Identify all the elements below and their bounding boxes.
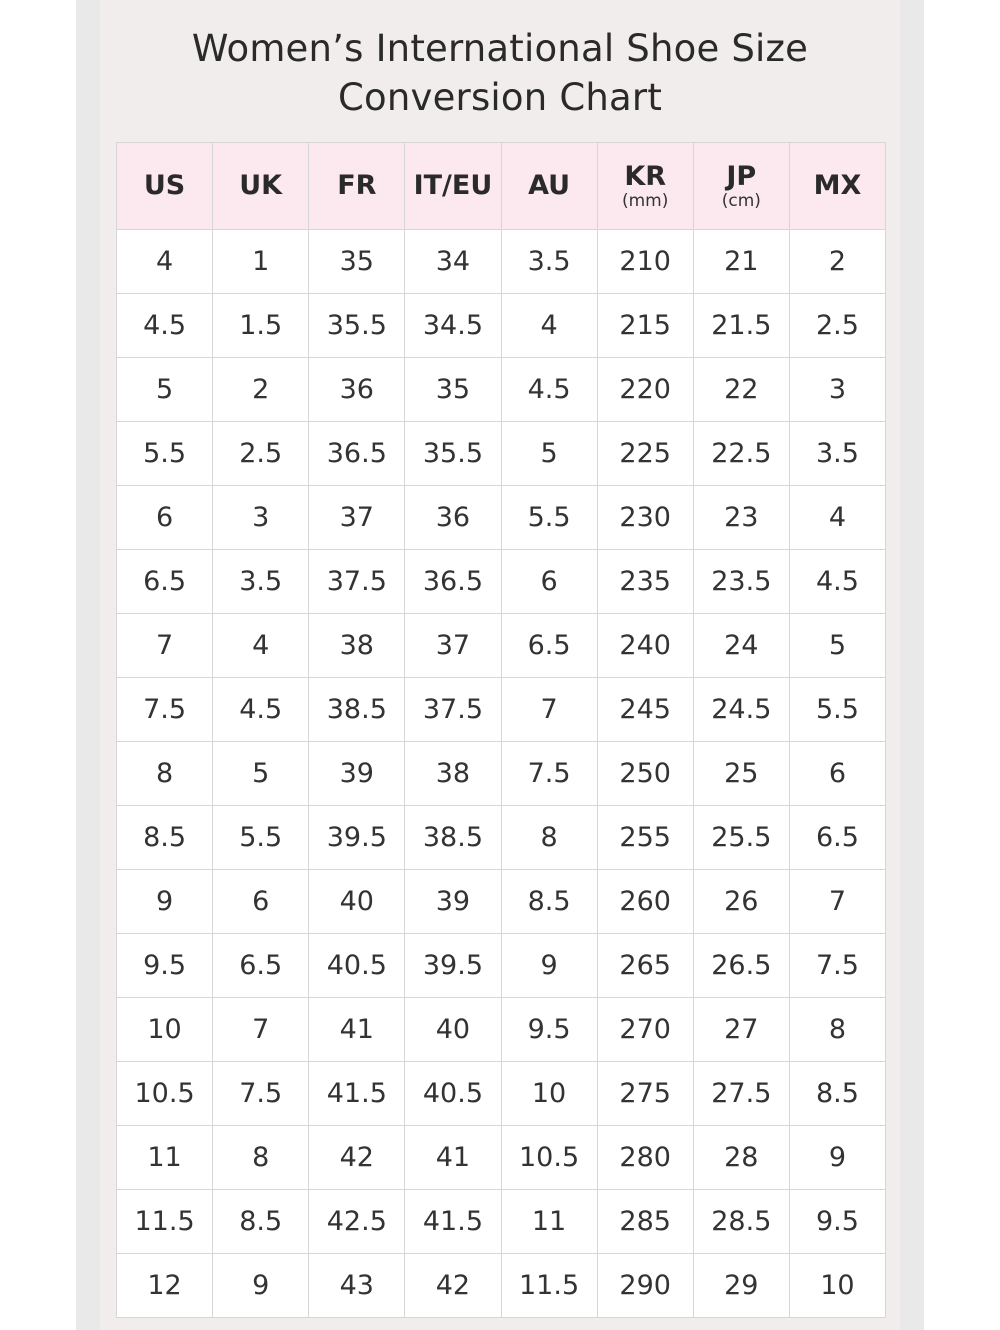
table-cell: 35 — [405, 358, 501, 422]
column-header-unit: (cm) — [721, 191, 761, 211]
table-cell: 9.5 — [789, 1190, 885, 1254]
table-cell: 24 — [693, 614, 789, 678]
table-cell: 9.5 — [501, 998, 597, 1062]
table-row — [117, 230, 886, 294]
table-cell: 240 — [597, 614, 693, 678]
table-cell: 5 — [117, 358, 213, 422]
table-cell: 225 — [597, 422, 693, 486]
table-row — [117, 550, 886, 614]
table-cell: 22.5 — [693, 422, 789, 486]
table-cell: 5.5 — [213, 806, 309, 870]
table-cell: 39 — [405, 870, 501, 934]
table-cell: 260 — [597, 870, 693, 934]
column-header-label: IT/EU — [413, 170, 493, 201]
table-cell: 7 — [213, 998, 309, 1062]
table-cell: 36.5 — [405, 550, 501, 614]
table-cell: 235 — [597, 550, 693, 614]
table-header-row — [117, 143, 886, 230]
table-cell: 41 — [405, 1126, 501, 1190]
table-cell: 4 — [501, 294, 597, 358]
table-cell: 38.5 — [405, 806, 501, 870]
table-cell: 34.5 — [405, 294, 501, 358]
table-cell: 4.5 — [501, 358, 597, 422]
table-cell: 1 — [213, 230, 309, 294]
table-cell: 245 — [597, 678, 693, 742]
table-cell: 29 — [693, 1254, 789, 1318]
table-cell: 1.5 — [213, 294, 309, 358]
table-cell: 27.5 — [693, 1062, 789, 1126]
table-cell: 265 — [597, 934, 693, 998]
table-cell: 36 — [309, 358, 405, 422]
table-cell: 6 — [213, 870, 309, 934]
column-header-label: UK — [239, 170, 283, 201]
table-cell: 5 — [213, 742, 309, 806]
table-cell: 3 — [789, 358, 885, 422]
table-cell: 11 — [117, 1126, 213, 1190]
table-cell: 4 — [789, 486, 885, 550]
column-header-unit: (mm) — [621, 191, 669, 211]
table-cell: 7 — [789, 870, 885, 934]
table-cell: 2 — [789, 230, 885, 294]
chart-title-line-2: Conversion Chart — [337, 76, 663, 119]
table-cell: 10.5 — [501, 1126, 597, 1190]
chart-title — [100, 24, 900, 122]
table-cell: 42 — [309, 1126, 405, 1190]
table-cell: 3.5 — [789, 422, 885, 486]
table-cell: 7 — [117, 614, 213, 678]
table-cell: 6.5 — [501, 614, 597, 678]
table-cell: 280 — [597, 1126, 693, 1190]
table-cell: 41.5 — [405, 1190, 501, 1254]
table-cell: 5.5 — [117, 422, 213, 486]
table-cell: 28.5 — [693, 1190, 789, 1254]
table-row — [117, 486, 886, 550]
table-cell: 35 — [309, 230, 405, 294]
table-cell: 25.5 — [693, 806, 789, 870]
table-row — [117, 358, 886, 422]
table-cell: 6 — [501, 550, 597, 614]
table-cell: 6.5 — [789, 806, 885, 870]
table-cell: 40 — [405, 998, 501, 1062]
table-cell: 9.5 — [117, 934, 213, 998]
table-cell: 34 — [405, 230, 501, 294]
table-cell: 40 — [309, 870, 405, 934]
table-cell: 7.5 — [501, 742, 597, 806]
table-cell: 2 — [213, 358, 309, 422]
column-header-fr — [309, 143, 405, 230]
table-cell: 11 — [501, 1190, 597, 1254]
table-cell: 7 — [501, 678, 597, 742]
table-cell: 6.5 — [117, 550, 213, 614]
table-row — [117, 1254, 886, 1318]
table-cell: 210 — [597, 230, 693, 294]
table-cell: 38 — [309, 614, 405, 678]
table-cell: 23 — [693, 486, 789, 550]
table-cell: 220 — [597, 358, 693, 422]
table-row — [117, 614, 886, 678]
table-row — [117, 998, 886, 1062]
table-cell: 270 — [597, 998, 693, 1062]
table-cell: 40.5 — [309, 934, 405, 998]
table-cell: 26.5 — [693, 934, 789, 998]
table-cell: 8 — [117, 742, 213, 806]
table-row — [117, 934, 886, 998]
table-cell: 42 — [405, 1254, 501, 1318]
table-cell: 39.5 — [405, 934, 501, 998]
table-row — [117, 742, 886, 806]
table-cell: 9 — [789, 1126, 885, 1190]
column-header-kr — [597, 143, 693, 230]
table-cell: 8.5 — [213, 1190, 309, 1254]
table-cell: 9 — [117, 870, 213, 934]
table-cell: 23.5 — [693, 550, 789, 614]
table-cell: 5 — [789, 614, 885, 678]
table-cell: 3.5 — [213, 550, 309, 614]
column-header-label: JP — [726, 161, 757, 192]
table-row — [117, 1126, 886, 1190]
table-cell: 255 — [597, 806, 693, 870]
table-cell: 4 — [117, 230, 213, 294]
table-cell: 10 — [789, 1254, 885, 1318]
table-cell: 37.5 — [309, 550, 405, 614]
table-cell: 41 — [309, 998, 405, 1062]
table-cell: 250 — [597, 742, 693, 806]
table-cell: 37.5 — [405, 678, 501, 742]
table-row — [117, 422, 886, 486]
table-cell: 28 — [693, 1126, 789, 1190]
table-cell: 21.5 — [693, 294, 789, 358]
table-cell: 8.5 — [117, 806, 213, 870]
column-header-mx — [789, 143, 885, 230]
column-header-label: US — [143, 170, 186, 201]
table-cell: 36.5 — [309, 422, 405, 486]
table-cell: 3 — [213, 486, 309, 550]
table-cell: 5 — [501, 422, 597, 486]
table-cell: 27 — [693, 998, 789, 1062]
table-cell: 4.5 — [117, 294, 213, 358]
chart-title-line-1: Women’s International Shoe Size — [191, 27, 809, 70]
table-cell: 8 — [213, 1126, 309, 1190]
table-cell: 215 — [597, 294, 693, 358]
table-row — [117, 678, 886, 742]
table-cell: 290 — [597, 1254, 693, 1318]
table-cell: 38 — [405, 742, 501, 806]
table-row — [117, 294, 886, 358]
table-row — [117, 870, 886, 934]
table-cell: 26 — [693, 870, 789, 934]
table-cell: 275 — [597, 1062, 693, 1126]
table-cell: 6 — [789, 742, 885, 806]
table-cell: 22 — [693, 358, 789, 422]
table-cell: 12 — [117, 1254, 213, 1318]
table-cell: 5.5 — [501, 486, 597, 550]
table-cell: 8 — [501, 806, 597, 870]
table-cell: 21 — [693, 230, 789, 294]
table-cell: 35.5 — [309, 294, 405, 358]
table-row — [117, 806, 886, 870]
table-cell: 6 — [117, 486, 213, 550]
table-cell: 38.5 — [309, 678, 405, 742]
table-cell: 37 — [309, 486, 405, 550]
table-cell: 39.5 — [309, 806, 405, 870]
column-header-it-eu — [405, 143, 501, 230]
size-conversion-table — [116, 142, 886, 1318]
table-cell: 5.5 — [789, 678, 885, 742]
table-cell: 7.5 — [213, 1062, 309, 1126]
column-header-label: AU — [528, 170, 571, 201]
column-header-au — [501, 143, 597, 230]
table-cell: 9 — [501, 934, 597, 998]
table-cell: 40.5 — [405, 1062, 501, 1126]
table-body — [117, 230, 886, 1318]
table-cell: 10 — [501, 1062, 597, 1126]
table-cell: 25 — [693, 742, 789, 806]
column-header-label: KR — [624, 161, 667, 192]
table-cell: 11.5 — [117, 1190, 213, 1254]
table-cell: 35.5 — [405, 422, 501, 486]
table-cell: 8.5 — [501, 870, 597, 934]
table-cell: 230 — [597, 486, 693, 550]
table-cell: 4.5 — [789, 550, 885, 614]
table-row — [117, 1062, 886, 1126]
table-cell: 8.5 — [789, 1062, 885, 1126]
table-cell: 10.5 — [117, 1062, 213, 1126]
table-cell: 2.5 — [213, 422, 309, 486]
column-header-label: FR — [337, 170, 377, 201]
table-cell: 2.5 — [789, 294, 885, 358]
table-cell: 4.5 — [213, 678, 309, 742]
table-cell: 7.5 — [789, 934, 885, 998]
table-cell: 4 — [213, 614, 309, 678]
column-header-uk — [213, 143, 309, 230]
table-cell: 7.5 — [117, 678, 213, 742]
column-header-jp — [693, 143, 789, 230]
table-cell: 8 — [789, 998, 885, 1062]
table-cell: 43 — [309, 1254, 405, 1318]
table-cell: 285 — [597, 1190, 693, 1254]
table-cell: 42.5 — [309, 1190, 405, 1254]
table-cell: 11.5 — [501, 1254, 597, 1318]
table-cell: 36 — [405, 486, 501, 550]
table-row — [117, 1190, 886, 1254]
table-cell: 24.5 — [693, 678, 789, 742]
table-cell: 10 — [117, 998, 213, 1062]
table-cell: 41.5 — [309, 1062, 405, 1126]
table-cell: 6.5 — [213, 934, 309, 998]
table-cell: 9 — [213, 1254, 309, 1318]
column-header-label: MX — [813, 170, 862, 201]
table-cell: 39 — [309, 742, 405, 806]
column-header-us — [117, 143, 213, 230]
table-cell: 37 — [405, 614, 501, 678]
table-cell: 3.5 — [501, 230, 597, 294]
